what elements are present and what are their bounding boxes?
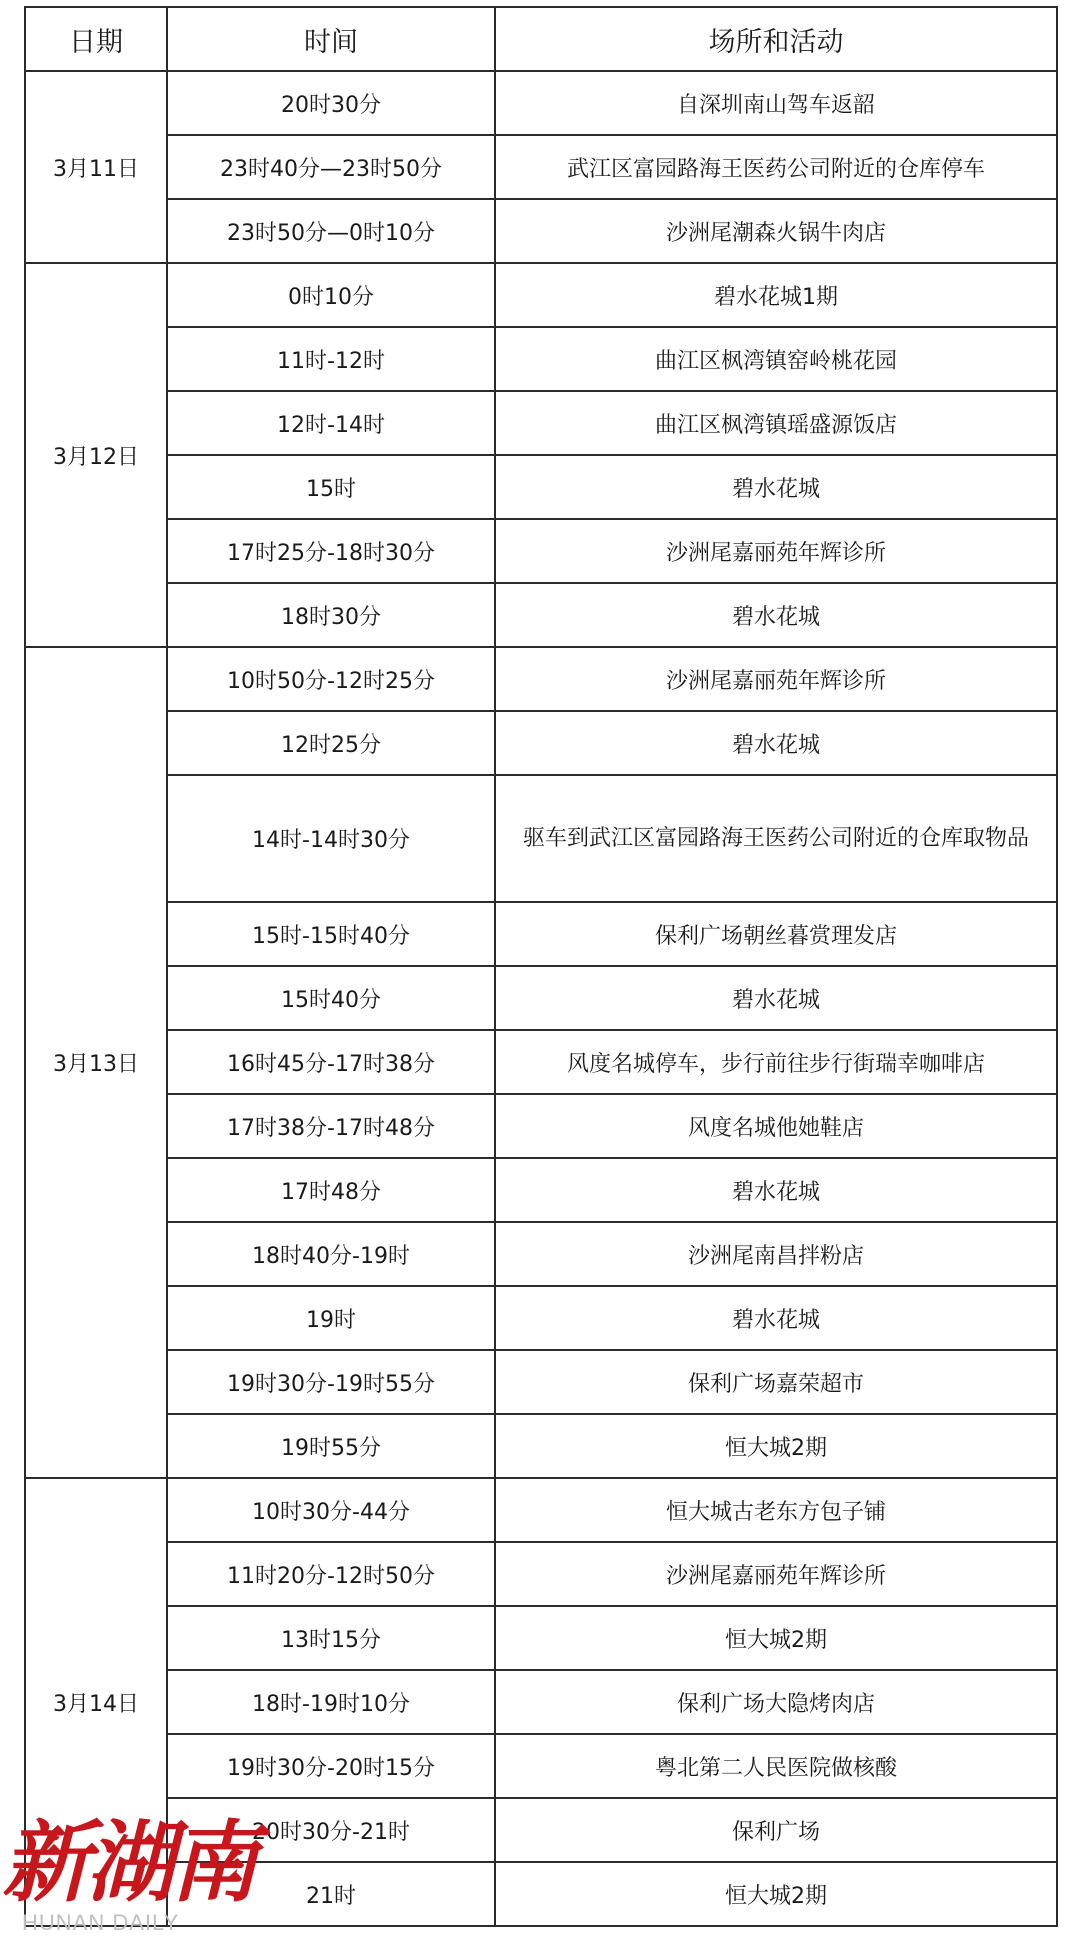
place-cell: 碧水花城1期 [495, 263, 1057, 327]
itinerary-table [24, 6, 1058, 1927]
time-cell: 23时50分—0时10分 [167, 199, 495, 263]
time-cell: 18时-19时10分 [167, 1670, 495, 1734]
time-cell: 11时20分-12时50分 [167, 1542, 495, 1606]
place-cell: 保利广场 [495, 1798, 1057, 1862]
header-date: 日期 [25, 7, 167, 71]
time-cell: 0时10分 [167, 263, 495, 327]
place-cell: 风度名城停车，步行前往步行街瑞幸咖啡店 [495, 1030, 1057, 1094]
watermark-logo-text: 新湖南 [2, 1810, 255, 1914]
place-cell: 碧水花城 [495, 455, 1057, 519]
date-cell: 3月11日 [25, 71, 167, 263]
header-place: 场所和活动 [495, 7, 1057, 71]
date-cell: 3月14日 [25, 1478, 167, 1926]
table-row [25, 711, 1057, 775]
table-row [25, 1350, 1057, 1414]
time-cell: 20时30分-21时 [167, 1798, 495, 1862]
place-cell: 驱车到武江区富园路海王医药公司附近的仓库取物品 [495, 775, 1057, 902]
table-body [25, 71, 1057, 1926]
header-time: 时间 [167, 7, 495, 71]
time-cell: 15时-15时40分 [167, 902, 495, 966]
table-row [25, 1734, 1057, 1798]
place-cell: 风度名城他她鞋店 [495, 1094, 1057, 1158]
place-cell: 碧水花城 [495, 966, 1057, 1030]
table-row [25, 391, 1057, 455]
place-cell: 沙洲尾嘉丽苑年辉诊所 [495, 1542, 1057, 1606]
table-row [25, 199, 1057, 263]
time-cell: 17时25分-18时30分 [167, 519, 495, 583]
place-cell: 保利广场大隐烤肉店 [495, 1670, 1057, 1734]
table-row [25, 1222, 1057, 1286]
place-cell: 曲江区枫湾镇瑶盛源饭店 [495, 391, 1057, 455]
time-cell: 19时30分-19时55分 [167, 1350, 495, 1414]
time-cell: 12时25分 [167, 711, 495, 775]
table-row [25, 1542, 1057, 1606]
time-cell: 19时 [167, 1286, 495, 1350]
time-cell: 17时38分-17时48分 [167, 1094, 495, 1158]
table-row [25, 135, 1057, 199]
place-cell: 沙洲尾潮森火锅牛肉店 [495, 199, 1057, 263]
time-cell: 19时55分 [167, 1414, 495, 1478]
table-row [25, 455, 1057, 519]
table-row [25, 1158, 1057, 1222]
table-row [25, 327, 1057, 391]
place-cell: 恒大城2期 [495, 1862, 1057, 1926]
time-cell: 10时30分-44分 [167, 1478, 495, 1542]
place-cell: 自深圳南山驾车返韶 [495, 71, 1057, 135]
table-row [25, 647, 1057, 711]
table-row [25, 902, 1057, 966]
table-row [25, 1478, 1057, 1542]
place-cell: 沙洲尾嘉丽苑年辉诊所 [495, 519, 1057, 583]
time-cell: 16时45分-17时38分 [167, 1030, 495, 1094]
place-cell: 碧水花城 [495, 583, 1057, 647]
hunan-daily-watermark [0, 1810, 255, 1941]
time-cell: 18时40分-19时 [167, 1222, 495, 1286]
itinerary-sheet [24, 6, 1056, 1934]
date-cell: 3月13日 [25, 647, 167, 1478]
place-cell: 粤北第二人民医院做核酸 [495, 1734, 1057, 1798]
table-row [25, 1606, 1057, 1670]
place-cell: 保利广场嘉荣超市 [495, 1350, 1057, 1414]
table-row [25, 71, 1057, 135]
place-cell: 恒大城古老东方包子铺 [495, 1478, 1057, 1542]
table-row [25, 519, 1057, 583]
place-cell: 曲江区枫湾镇窑岭桃花园 [495, 327, 1057, 391]
table-row [25, 775, 1057, 902]
place-cell: 保利广场朝丝暮赏理发店 [495, 902, 1057, 966]
place-cell: 恒大城2期 [495, 1606, 1057, 1670]
time-cell: 13时15分 [167, 1606, 495, 1670]
time-cell: 15时 [167, 455, 495, 519]
date-cell: 3月12日 [25, 263, 167, 647]
table-row [25, 1670, 1057, 1734]
watermark-english-text: HUNAN DAILY [22, 1910, 180, 1935]
table-row [25, 583, 1057, 647]
time-cell: 23时40分—23时50分 [167, 135, 495, 199]
time-cell: 10时50分-12时25分 [167, 647, 495, 711]
place-cell: 沙洲尾嘉丽苑年辉诊所 [495, 647, 1057, 711]
time-cell: 21时 [167, 1862, 495, 1926]
place-cell: 恒大城2期 [495, 1414, 1057, 1478]
place-cell: 碧水花城 [495, 711, 1057, 775]
time-cell: 18时30分 [167, 583, 495, 647]
table-row [25, 1030, 1057, 1094]
table-row [25, 1094, 1057, 1158]
time-cell: 11时-12时 [167, 327, 495, 391]
time-cell: 15时40分 [167, 966, 495, 1030]
time-cell: 19时30分-20时15分 [167, 1734, 495, 1798]
place-cell: 碧水花城 [495, 1158, 1057, 1222]
table-row [25, 1414, 1057, 1478]
time-cell: 12时-14时 [167, 391, 495, 455]
table-row [25, 263, 1057, 327]
time-cell: 17时48分 [167, 1158, 495, 1222]
table-row [25, 966, 1057, 1030]
time-cell: 20时30分 [167, 71, 495, 135]
table-header-row [25, 7, 1057, 71]
time-cell: 14时-14时30分 [167, 775, 495, 902]
table-row [25, 1286, 1057, 1350]
place-cell: 碧水花城 [495, 1286, 1057, 1350]
place-cell: 武江区富园路海王医药公司附近的仓库停车 [495, 135, 1057, 199]
place-cell: 沙洲尾南昌拌粉店 [495, 1222, 1057, 1286]
